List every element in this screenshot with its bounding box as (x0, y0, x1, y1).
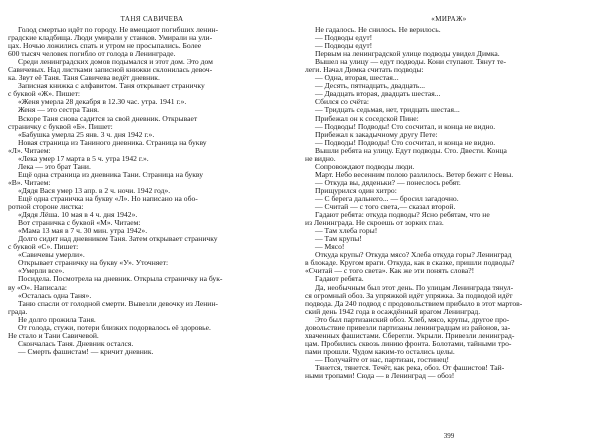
text-line: От голода, стужи, потери близких подорвалось её здоровье. (18, 323, 211, 332)
text-line: Женя — это сестра Таня. (18, 106, 100, 115)
text-line: Не стало и Тани Савичевой. (8, 331, 99, 340)
text-line: «Женя умерла 28 декабря в 12.30 час. утра. 1941 г.». (18, 98, 187, 107)
text-line: из Ленинграда. Не скроешь от зорких глаз. (305, 219, 444, 228)
text-line: Не долго прожила Таня. (18, 315, 96, 324)
text-line: с буквой «Ж». Пишет: (8, 90, 81, 99)
text-line: пами прошли. Чудом каким-то остались целы. (305, 347, 455, 356)
text-line: цам. Пробились сквозь линию фронта. Болотами, тайными тро- (305, 339, 512, 348)
text-line: Открывает страничку на букву «У». Уточняет: (18, 259, 169, 268)
text-line: в блокаде. Кругом враги. Откуда, как в сказке, пришли подводы? (305, 259, 515, 268)
text-line: градские кладбища. Люди умирали у станков. Умирали на ули- (8, 34, 213, 43)
text-line: — Там хлеба горы! (315, 227, 378, 236)
text-line: Март. Небо весенним полою разлилось. Ветер бежит с Невы. (315, 170, 514, 179)
text-line: цах. Ночью ложились спать и утром не просыпались. Более (8, 42, 202, 51)
text-line: Таню спасли от голодной смерти. Вывезли девочку из Ленин- (18, 299, 218, 308)
text-line: — Там крупы! (315, 235, 362, 244)
text-line: «Считай — с того света». Как же эти понять слова?! (305, 267, 475, 276)
text-line: Новая страница из Таниного дневника. Страница на букву (18, 138, 207, 147)
text-line: — Смерть фашистам! — кричит дневник. (18, 347, 154, 356)
text-line: Посидела. Посмотрела на дневник. Открыла страничку на бук- (18, 275, 223, 284)
text-line: Тянется, тянется. Течёт, как река, обоз. От фашистов! Тай- (315, 363, 505, 372)
text-line: Вышел на улицу — едут подводы. Кони ступают. Тянут те- (315, 58, 507, 67)
text-line: града. (8, 307, 28, 316)
text-line: — Считай — с того света,— сказал второй. (315, 203, 456, 212)
text-line: Сбился со счёта: (315, 98, 370, 107)
text-line: «Бабушка умерла 25 янв. 3 ч. дня 1942 г.». (18, 130, 155, 139)
text-line: страничку с буквой «Б». Пишет: (8, 122, 113, 131)
text-line: Откуда крупы? Откуда мясо? Хлеба откуда горы? Ленинград (315, 251, 512, 260)
text-line: Вскоре Таня снова садится за свой дневник. Открывает (18, 114, 198, 123)
text-line: — Десять, пятнадцать, двадцать... (315, 82, 426, 91)
text-line: — Откуда вы, дяденьки? — понеслось ребят. (315, 178, 461, 187)
text-line: «Дядя Лёша. 10 мая в 4 ч. дня 1942». (18, 211, 138, 220)
text-line: — Мясо! (315, 243, 345, 252)
text-line: Да, необычным был этот день. По улицам Ленинграда тянул- (315, 283, 514, 292)
text-line: ский день 1942 года в осаждённый врагом Ленинград. (305, 307, 481, 316)
text-line: Савичевых. Над листками записной книжки склонилась девоч- (8, 66, 213, 75)
text-line: ся огромный обоз. За упряжкой идёт упряжка. За подводой идёт (305, 291, 513, 300)
running-head: «МИРАЖ» (431, 15, 467, 23)
text-line: Первым на ленинградской улице подводы увидел Димка. (315, 50, 500, 59)
text-line: с буквой «С». Пишет: (8, 243, 79, 252)
text-line: Прибежал к закадычному другу Пете: (315, 130, 438, 139)
text-line: не видно. (305, 154, 336, 163)
text-line: Прибежал он к соседской Пине: (315, 114, 419, 123)
text-line: — Подводы едут! (315, 34, 373, 43)
text-line: Это был партизанский обоз. Хлеб, мясо, крупы, другое про- (315, 315, 510, 324)
text-line: Среди ленинградских домов подымался и этот дом. Это дом (18, 58, 213, 67)
text-line: леги. Начал Димка считать подводы: (305, 66, 424, 75)
text-line: ву «О». Написала: (8, 283, 67, 292)
text-line: «Лека умер 17 марта в 5 ч. утра 1942 г.». (18, 154, 149, 163)
text-line: Вышли ребята на улицу. Едут подводы. Сто. Двести. Конца (315, 146, 507, 155)
text-line: «Савичевы умерли». (18, 251, 85, 260)
text-line: — Одна, вторая, шестая... (315, 74, 399, 83)
text-line: «Л». Читаем: (8, 146, 51, 155)
text-line: Лека — это брат Тани. (18, 162, 91, 171)
text-line: «Умерли все». (18, 267, 65, 276)
text-line: 600 тысяч человек погибло от голода в Ленинграде. (8, 50, 176, 59)
text-line: — С берега дальнего... — бросил загадочно. (315, 194, 459, 203)
running-head: ТАНЯ САВИЧЕВА (120, 15, 184, 23)
text-line: Не гадалось. Не снилось. Не верилось. (315, 26, 441, 34)
text-line: — Получайте от нас, партизан, гостинец! (315, 355, 450, 364)
text-line: ными тропами! Сюда — в Ленинград — обоз! (305, 372, 455, 381)
text-line: Гадают ребята. (315, 275, 364, 284)
text-line: Прищурился один хитро: (315, 186, 397, 195)
right-page (305, 0, 593, 448)
text-line: Записная книжка с алфавитом. Таня открывает страничку (18, 82, 205, 91)
text-line: подвода. Да 240 подвод с продовольствием прибыло в этот мартов- (305, 299, 523, 308)
text-line: «Осталась одна Таня». (18, 291, 92, 300)
text-line: ка. Звут её Таня. Таня Савичева ведёт дневник. (8, 74, 160, 83)
text-line: «Дядя Вася умер 13 апр. в 2 ч. ночи. 1942 год». (18, 186, 171, 195)
text-line: ротной стороне листка: (8, 203, 84, 212)
text-line: «В». Читаем: (8, 178, 51, 187)
text-line: Гадают ребята: откуда подводы? Ясно ребятам, что не (315, 211, 490, 220)
left-page (8, 0, 296, 448)
text-line: довольствие привезли партизаны ленинградцам из районов, за- (305, 323, 511, 332)
text-line: Скончалась Таня. Дневник остался. (18, 339, 134, 348)
text-line: — Подводы! Подводы! Сто сосчитал, и конца не видно. (315, 122, 496, 131)
text-line: Ещё одна страничка на букву «Л». Но написано на обо- (18, 194, 198, 203)
text-line: Голод смертью идёт по городу. Не вмещают погибших ленин- (18, 26, 218, 34)
body-text (8, 26, 296, 356)
text-line: Ещё одна страница из дневника Тани. Страница на букву (18, 170, 204, 179)
text-line: хваченных фашистами. Сберегли. Укрыли. Привезли ленинград- (305, 331, 515, 340)
text-line: — Подводы! Подводы! Сто сосчитал, и конца не видно. (315, 138, 496, 147)
text-line: — Тридцать седьмая, нет, тридцать шестая... (315, 106, 460, 115)
text-line: Долго сидит над дневником Таня. Затем открывает страничку (18, 235, 218, 244)
text-line: — Подводы едут! (315, 42, 373, 51)
text-line: «Мама 13 мая в 7 ч. 30 мин. утра 1942». (18, 227, 148, 236)
text-line: — Двадцать вторая, двадцать шестая... (315, 90, 441, 99)
body-text (305, 26, 593, 380)
text-line: Сопровождают подводы люди. (315, 162, 415, 171)
page-number: 399 (443, 431, 455, 440)
text-line: Вот страничка с буквой «М». Читаем: (18, 219, 141, 228)
